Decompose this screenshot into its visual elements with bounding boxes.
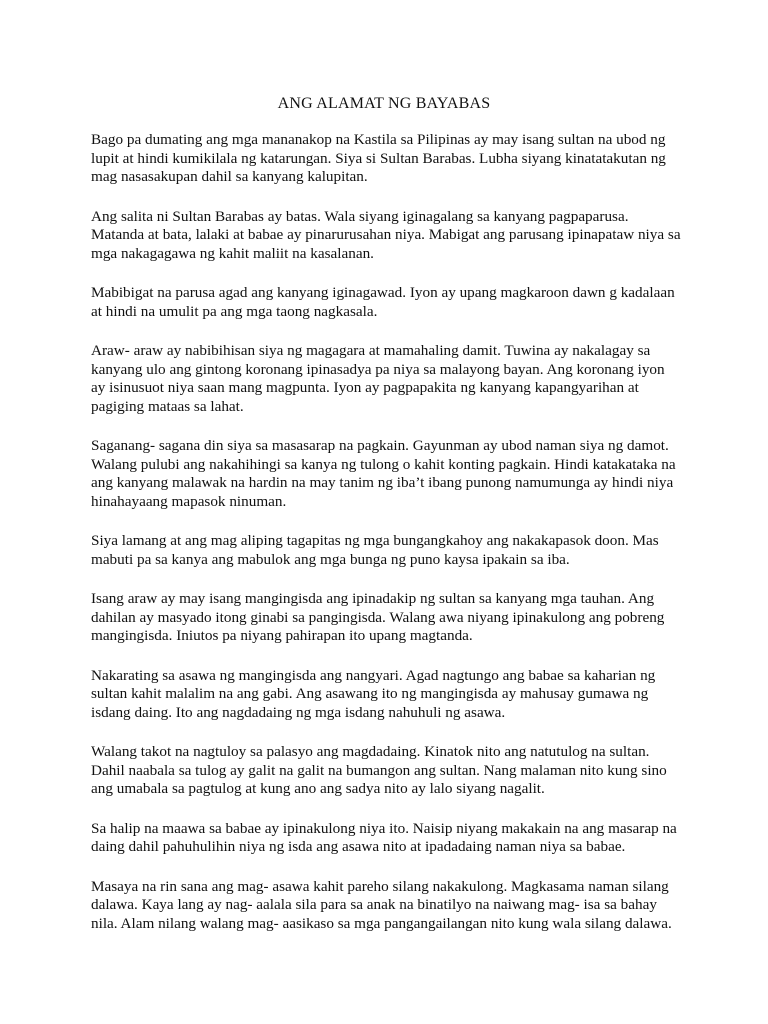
paragraph-line: ay isinusuot niya saan mang magpunta. Iyon ay pagpapakita ng kanyang kapangyarihan at [91, 379, 639, 396]
paragraph-line: mag nasasakupan dahil sa kanyang kalupitan. [91, 168, 368, 185]
paragraph [91, 437, 691, 511]
paragraph-line: Dahil naabala sa tulog ay galit na galit na bumangon ang sultan. Nang malaman nito kung sino [91, 761, 667, 779]
paragraph-line: nila. Alam nilang walang mag- aasikaso sa mga pangangailangan nito kung wala silang dalawa. [91, 914, 672, 932]
document-title: ANG ALAMAT NG BAYABAS [277, 95, 491, 112]
paragraph-line: daing dahil pahuhulihin niya ng isda ang asawa nito at ipadadaing naman niya sa babae. [91, 838, 626, 855]
paragraph-line: sultan kahit malalim na ang gabi. Ang asawang ito ng mangingisda ay mahusay gumawa ng [91, 685, 649, 702]
paragraph-line: Bago pa dumating ang mga mananakop na Kastila sa Pilipinas ay may isang sultan na ubod ng [91, 131, 666, 148]
paragraph-line: ang kanyang malawak na hardin na may tanim ng iba’t ibang punong namumunga ay hindi niya [91, 474, 674, 491]
paragraph [91, 667, 691, 723]
paragraph-line: mga nakagagawa ng kahit maliit na kasalanan. [91, 244, 374, 262]
paragraph-line: kanyang ulo ang gintong koronang ipinasadya pa niya sa malayong bayan. Ang koronang iyon [91, 360, 665, 378]
paragraph-line: Sa halip na maawa sa babae ay ipinakulong niya ito. Naisip niyang makakain na ang masarap na [91, 819, 677, 837]
paragraph [91, 820, 691, 857]
paragraph [91, 342, 691, 416]
paragraph-line: isdang daing. Ito ang nagdadaing ng mga isdang nahuhuli ng asawa. [91, 703, 506, 721]
paragraph-line: pagiging mataas sa lahat. [91, 397, 244, 415]
paragraph-line: Matanda at bata, lalaki at babae ay pinarurusahan niya. Mabigat ang parusang ipinapataw niya sa [91, 226, 681, 243]
paragraph-line: Nakarating sa asawa ng mangingisda ang nangyari. Agad nagtungo ang babae sa kaharian ng [91, 666, 656, 684]
paragraph [91, 590, 691, 646]
paragraph [91, 878, 691, 934]
paragraph-line: Mabibigat na parusa agad ang kanyang iginagawad. Iyon ay upang magkaroon dawn g kadalaan [91, 284, 675, 301]
paragraph-line: Ang salita ni Sultan Barabas ay batas. Wala siyang iginagalang sa kanyang pagpaparusa. [91, 207, 629, 225]
paragraph-line: Walang takot na nagtuloy sa palasyo ang magdadaing. Kinatok nito ang natutulog na sultan. [91, 743, 650, 760]
paragraph [91, 208, 691, 264]
paragraph [91, 743, 691, 799]
paragraph-line: Isang araw ay may isang mangingisda ang ipinadakip ng sultan sa kanyang mga tauhan. Ang [91, 590, 655, 607]
paragraph-line: Saganang- sagana din siya sa masasarap na pagkain. Gayunman ay ubod naman siya ng damot. [91, 437, 669, 454]
paragraph-line: mangingisda. Iniutos pa niyang pahirapan ito upang magtanda. [91, 627, 473, 644]
paragraph-line: Araw- araw ay nabibihisan siya ng magagara at mamahaling damit. Tuwina ay nakalagay sa [91, 342, 651, 359]
paragraph [91, 131, 691, 187]
paragraph [91, 284, 691, 321]
paragraph [91, 532, 691, 569]
paragraph-line: Siya lamang at ang mag aliping tagapitas ng mga bungangkahoy ang nakakapasok doon. Mas [91, 532, 659, 549]
paragraph-line: at hindi na umulit pa ang mga taong nagkasala. [91, 302, 378, 320]
paragraph-line: Masaya na rin sana ang mag- asawa kahit pareho silang nakakulong. Magkasama naman silang [91, 877, 669, 895]
paragraph-line: Walang pulubi ang nakahihingi sa kanya ng tulong o kahit konting pagkain. Hindi katakataka na [91, 455, 676, 473]
paragraph-line: dalawa. Kaya lang ay nag- aalala sila para sa anak na binatilyo na naiwang mag- isa sa bahay [91, 896, 657, 913]
paragraph-line: lupit at hindi kumikilala ng katarungan. Siya si Sultan Barabas. Lubha siyang kinatatakutan ng [91, 149, 666, 167]
paragraph-line: dahilan ay masyado itong ginabi sa pangingisda. Walang awa niyang ipinakulong ang pobreng [91, 608, 665, 626]
paragraph-line: ang umabala sa pagtulog at kung ano ang sadya nito ay lalo siyang nagalit. [91, 780, 545, 797]
paragraph-line: hinahayaang mapasok ninuman. [91, 492, 287, 510]
document-body [91, 131, 691, 954]
paragraph-line: mabuti pa sa kanya ang mabulok ang mga bunga ng puno kaysa ipakain sa iba. [91, 550, 570, 568]
